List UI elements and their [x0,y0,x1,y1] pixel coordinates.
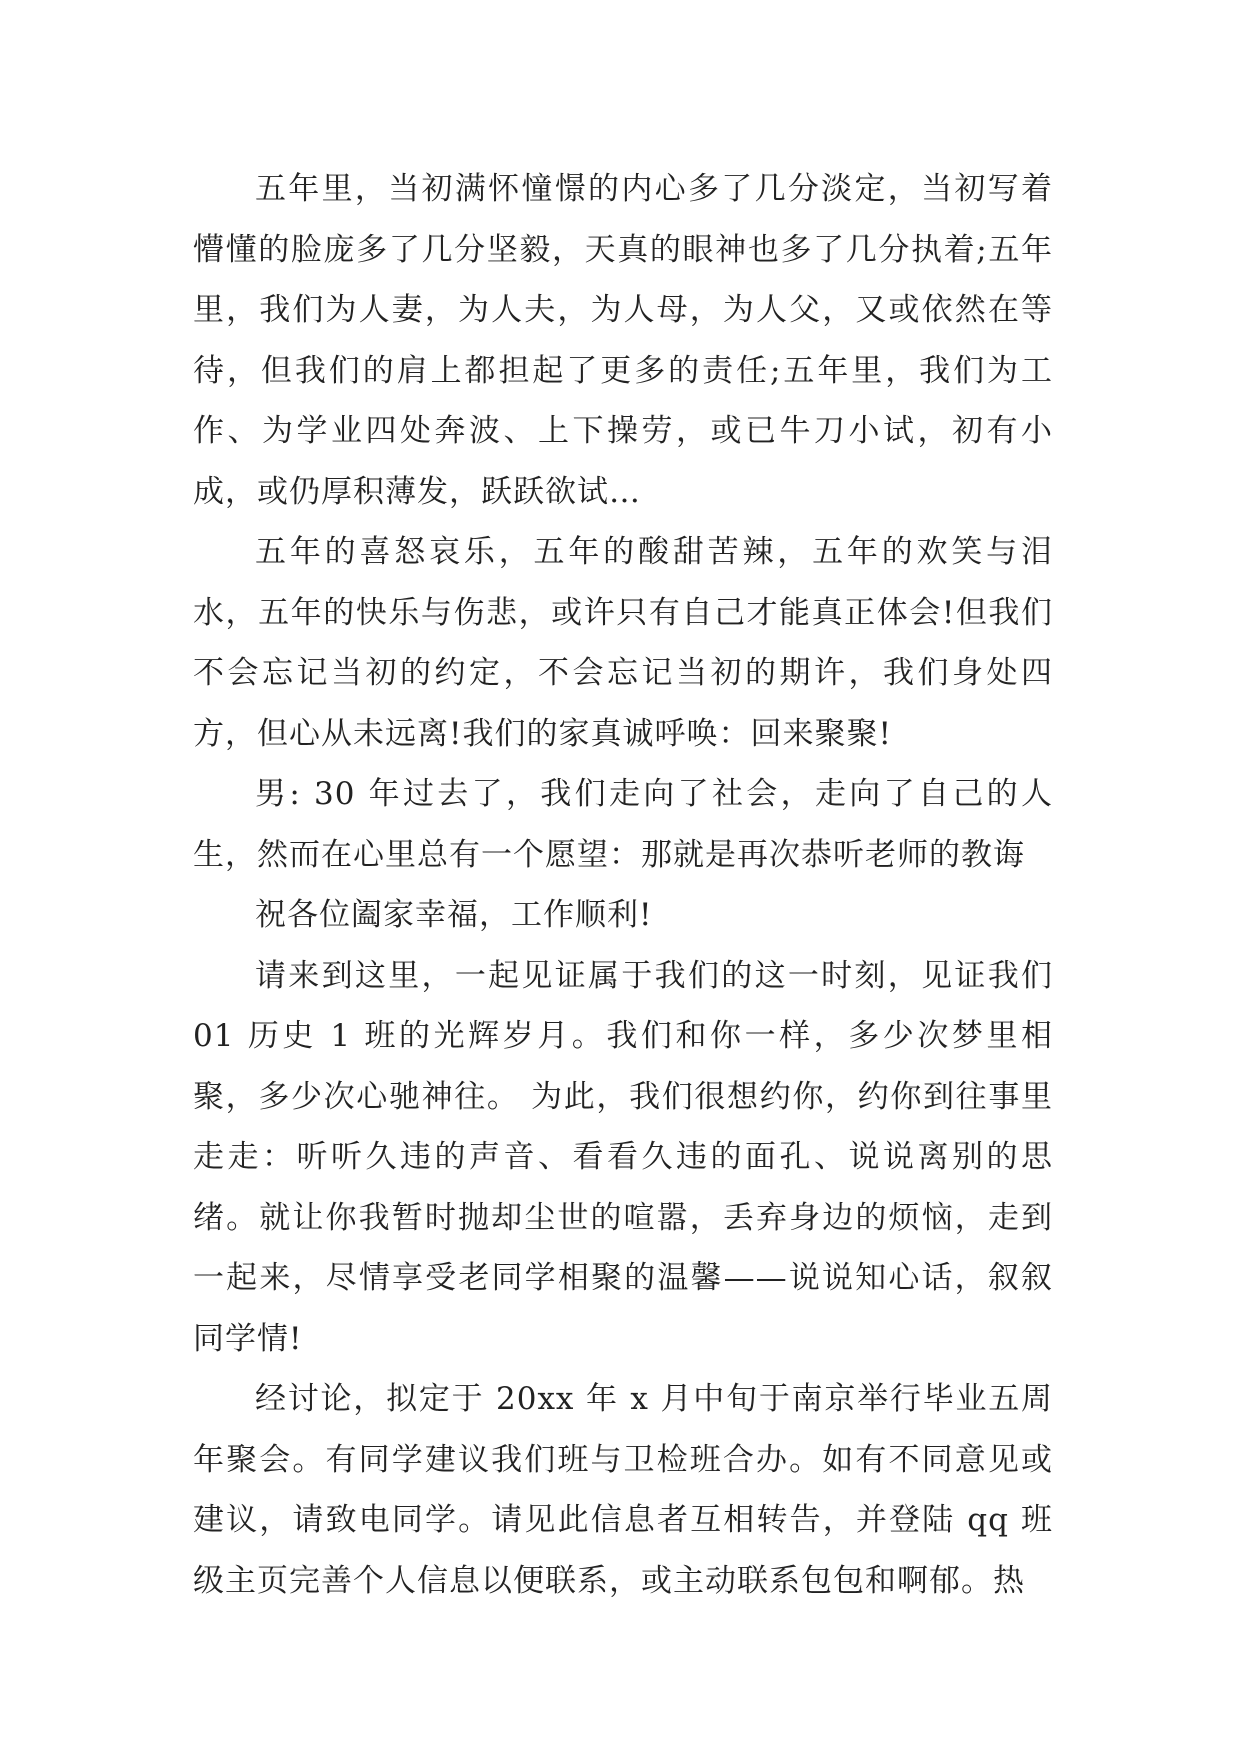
paragraph-male-speaker: 男: 30 年过去了，我们走向了社会，走向了自己的人生，然而在心里总有一个愿望：那就是再次恭听老师的教诲 [193,776,1053,873]
paragraph-reunion-plan: 经讨论，拟定于 20xx 年 x 月中旬于南京举行毕业五周年聚会。有同学建议我们班与卫检班合办。如有不同意见或建议，请致电同学。请见此信息者互相转告，并登陆 qq 班级主页完善个人信息以便联系，或主动联系包包和啊郁。热 [193,1381,1053,1599]
document-body [193,159,1053,1611]
paragraph-five-years: 五年里，当初满怀憧憬的内心多了几分淡定，当初写着懵懂的脸庞多了几分坚毅，天真的眼神也多了几分执着;五年里，我们为人妻，为人夫，为人母，为人父，又或依然在等待，但我们的肩上都担起了更多的责任;五年里，我们为工作、为学业四处奔波、上下操劳，或已牛刀小试，初有小成，或仍厚积薄发，跃跃欲试… [193,171,1053,510]
paragraph-blessing: 祝各位阖家幸福，工作顺利! [255,897,653,933]
paragraph-invitation: 请来到这里，一起见证属于我们的这一时刻，见证我们 01 历史 1 班的光辉岁月。我们和你一样，多少次梦里相聚，多少次心驰神往。 为此，我们很想约你，约你到往事里走走：听听久违的声音、看看久违的面孔、说说离别的思绪。就让你我暂时抛却尘世的喧嚣，丢弃身边的烦恼，走到一起来，尽情享受老同学相聚的温馨——说说知心话，叙叙同学情! [193,957,1053,1357]
paragraph-joys-and-sorrows: 五年的喜怒哀乐，五年的酸甜苦辣，五年的欢笑与泪水，五年的快乐与伤悲，或许只有自己才能真正体会!但我们不会忘记当初的约定，不会忘记当初的期许，我们身处四方，但心从未远离!我们的家真诚呼唤：回来聚聚! [193,534,1053,752]
